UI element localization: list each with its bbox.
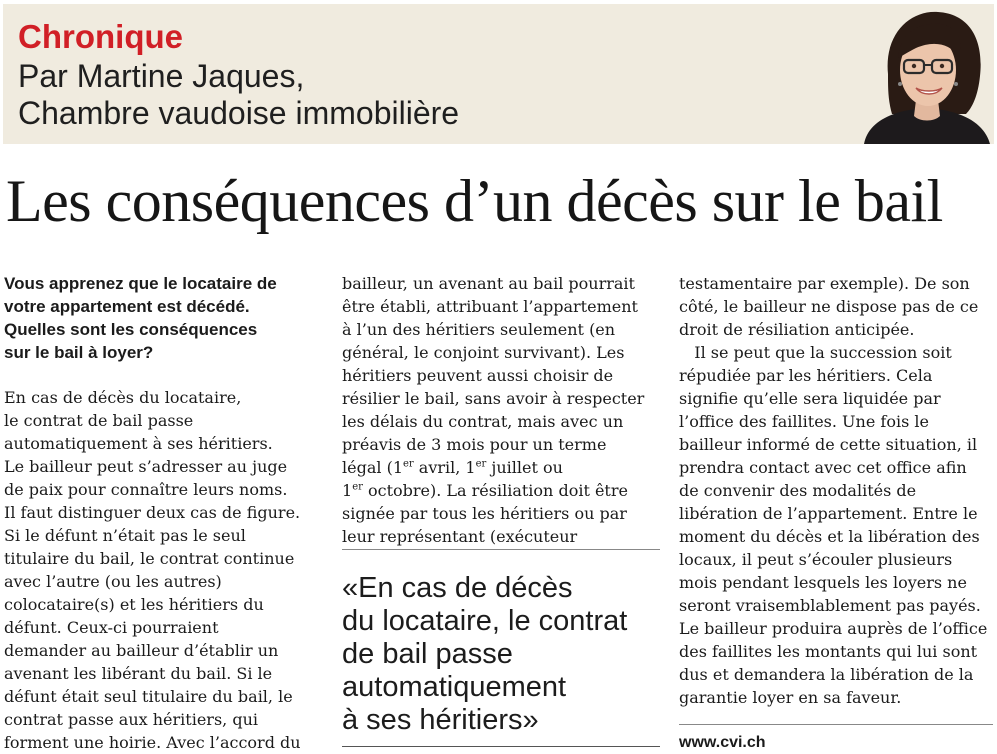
- body-line: de convenir des modalités de: [679, 481, 917, 500]
- article-column-1: [4, 272, 320, 754]
- body-line: leur représentant (exécuteur: [342, 527, 578, 546]
- column-header-banner: [3, 4, 994, 144]
- body-line: automatiquement à ses héritiers.: [4, 434, 273, 453]
- lede-line: Quelles sont les conséquences: [4, 320, 258, 339]
- body-line: Il se peut que la succession soit: [679, 343, 952, 362]
- body-line: résilier le bail, sans avoir à respecter: [342, 389, 645, 408]
- pull-quote: [342, 572, 662, 737]
- article-lede: [4, 272, 320, 364]
- body-line: moment du décès et la libération des: [679, 527, 980, 546]
- article-column-3: [679, 272, 993, 709]
- body-line: l’office des faillites. Une fois le: [679, 412, 929, 431]
- article-headline: Les conséquences d’un décès sur le bail: [6, 168, 943, 234]
- body-line: défunt. Ceux-ci pourraient: [4, 618, 219, 637]
- body-line: héritiers peuvent aussi choisir de: [342, 366, 614, 385]
- body-line: Le bailleur peut s’adresser au juge: [4, 457, 288, 476]
- body-line: le contrat de bail passe: [4, 411, 194, 430]
- pull-quote-bottom-rule: [342, 746, 660, 747]
- body-line: Si le défunt n’était pas le seul: [4, 526, 246, 545]
- pull-quote-line: de bail passe: [342, 638, 513, 670]
- body-line: libération de l’appartement. Entre le: [679, 504, 978, 523]
- body-line: des faillites les montants qui lui sont: [679, 642, 978, 661]
- body-line: testamentaire par exemple). De son: [679, 274, 970, 293]
- body-line: En cas de décès du locataire,: [4, 388, 242, 407]
- body-line: défunt était seul titulaire du bail, le: [4, 687, 293, 706]
- body-line: de paix pour connaître leurs noms.: [4, 480, 288, 499]
- author-portrait: [858, 4, 994, 144]
- body-line: répudiée par les héritiers. Cela: [679, 366, 933, 385]
- ordinal-suffix: er: [475, 458, 487, 470]
- body-line: bailleur informé de cette situation, il: [679, 435, 978, 454]
- body-line: mois pendant lesquels les loyers ne: [679, 573, 967, 592]
- body-line: Il faut distinguer deux cas de figure.: [4, 503, 301, 522]
- kicker-chronique: Chronique: [18, 18, 183, 55]
- body-line: dus et demandera la libération de la: [679, 665, 974, 684]
- lede-line: Vous apprenez que le locataire de: [4, 274, 277, 293]
- body-line: signée par tous les héritiers ou par: [342, 504, 627, 523]
- body-line: les délais du contrat, mais avec un: [342, 412, 624, 431]
- body-line: demander au bailleur d’établir un: [4, 641, 279, 660]
- body-line: titulaire du bail, le contrat continue: [4, 549, 295, 568]
- body-line: côté, le bailleur ne dispose pas de ce: [679, 297, 979, 316]
- body-line: locaux, il peut s’écouler plusieurs: [679, 550, 953, 569]
- pull-quote-line: à ses héritiers»: [342, 704, 539, 736]
- author-byline: [18, 58, 459, 132]
- body-line: être établi, attribuant l’appartement: [342, 297, 638, 316]
- body-line: prendra contact avec cet office afin: [679, 458, 967, 477]
- body-line: seront vraisemblablement pas payés.: [679, 596, 981, 615]
- byline-author: Par Martine Jaques,: [18, 58, 305, 94]
- date-text: légal (1: [342, 458, 403, 477]
- byline-organization: Chambre vaudoise immobilière: [18, 95, 460, 131]
- ordinal-suffix: er: [352, 481, 363, 493]
- date-text: octobre). La résiliation doit être: [362, 481, 628, 500]
- body-line: colocataire(s) et les héritiers du: [4, 595, 264, 614]
- date-text: 1: [342, 481, 353, 500]
- ordinal-suffix: er: [403, 458, 414, 470]
- date-text: juillet ou: [486, 458, 563, 477]
- body-line: général, le conjoint survivant). Les: [342, 343, 625, 362]
- pull-quote-line: automatiquement: [342, 671, 567, 703]
- footer-rule: [679, 724, 993, 725]
- body-line: avenant les libérant du bail. Si le: [4, 664, 273, 683]
- body-line: signifie qu’elle sera liquidée par: [679, 389, 941, 408]
- lede-line: sur le bail à loyer?: [4, 343, 154, 362]
- body-line: préavis de 3 mois pour un terme: [342, 435, 607, 454]
- body-line: droit de résiliation anticipée.: [679, 320, 915, 339]
- body-line-dates: [342, 456, 660, 479]
- body-line-dates: [342, 479, 660, 502]
- article-column-2: [342, 272, 660, 548]
- pull-quote-top-rule: [342, 549, 660, 550]
- pull-quote-line: «En cas de décès: [342, 572, 573, 604]
- date-text: avril, 1: [413, 458, 476, 477]
- body-line: forment une hoirie. Avec l’accord du: [4, 733, 301, 752]
- pull-quote-line: du locataire, le contrat: [342, 605, 628, 637]
- body-line: bailleur, un avenant au bail pourrait: [342, 274, 635, 293]
- lede-line: votre appartement est décédé.: [4, 297, 250, 316]
- website-link[interactable]: www.cvi.ch: [679, 734, 766, 751]
- body-line: avec l’autre (ou les autres): [4, 572, 222, 591]
- body-line: garantie loyer en sa faveur.: [679, 688, 902, 707]
- body-line: à l’un des héritiers seulement (en: [342, 320, 616, 339]
- body-line: Le bailleur produira auprès de l’office: [679, 619, 988, 638]
- body-line: contrat passe aux héritiers, qui: [4, 710, 258, 729]
- column-1-body: [4, 386, 320, 754]
